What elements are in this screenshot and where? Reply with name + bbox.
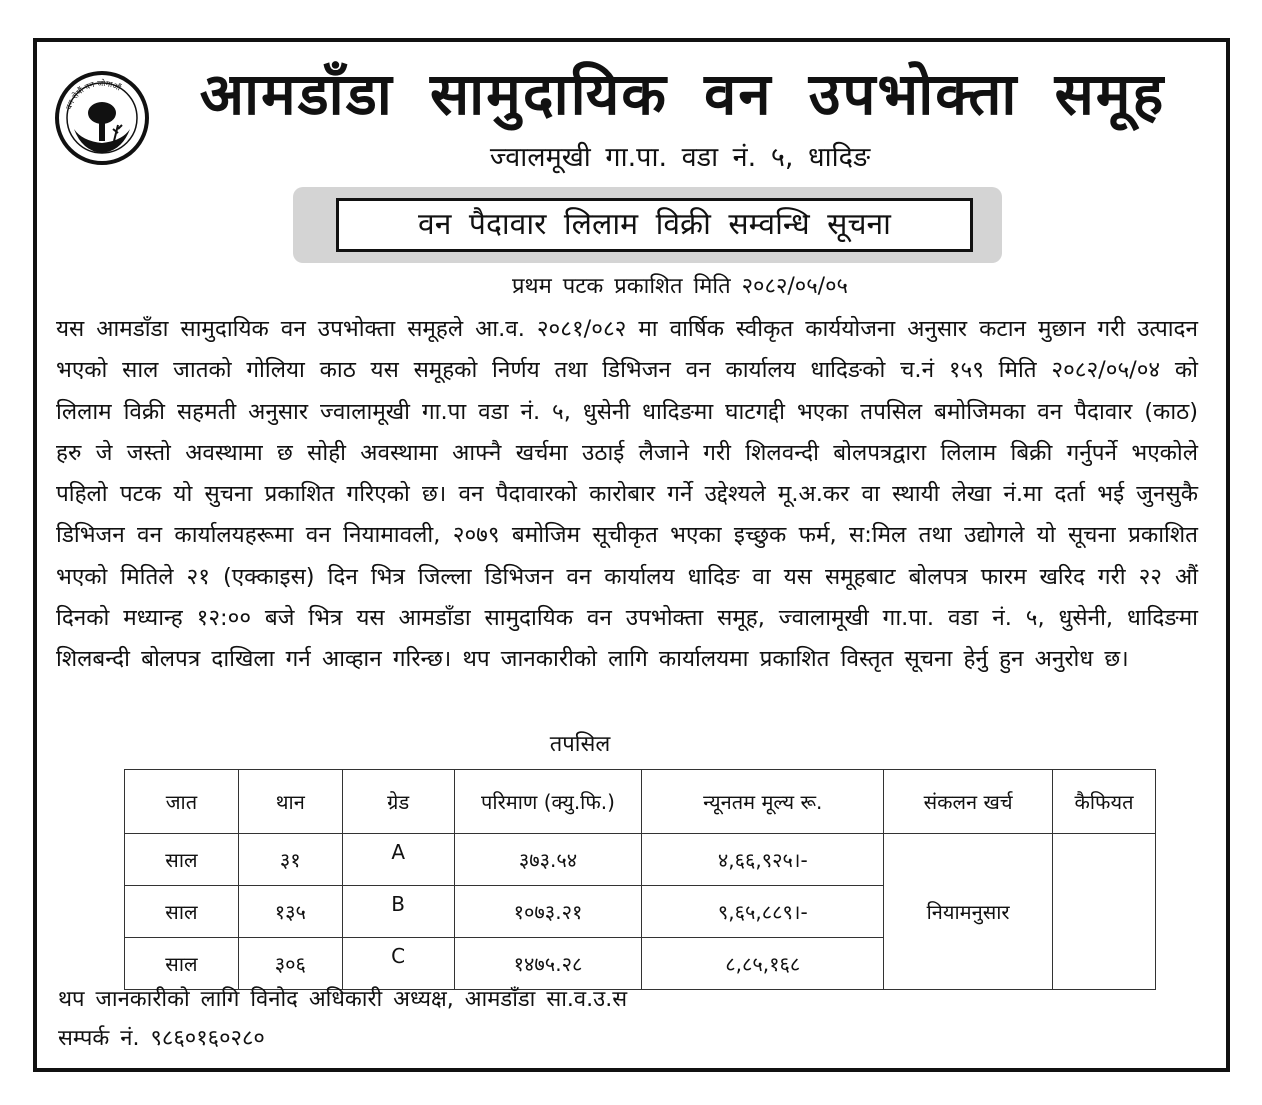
header-species: जात	[125, 770, 239, 834]
header-pieces: थान	[238, 770, 342, 834]
header-quantity: परिमाण (क्यु.फि.)	[454, 770, 642, 834]
header-collection-cost: संकलन खर्च	[884, 770, 1053, 834]
cell-remarks	[1053, 834, 1156, 990]
table-header-row	[125, 770, 1156, 834]
cell-minimum-price: ९,६५,८८९।-	[642, 886, 884, 938]
cell-grade: A	[342, 834, 454, 886]
cell-species: साल	[125, 938, 239, 990]
contact-phone: सम्पर्क नं. ९८६०१६०२८०	[58, 1026, 265, 1051]
publication-date: प्रथम पटक प्रकाशित मिति २०८२/०५/०५	[512, 274, 848, 299]
cell-species: साल	[125, 886, 239, 938]
cell-minimum-price: ८,८५,१६८	[642, 938, 884, 990]
header-minimum-price: न्यूनतम मूल्य रू.	[642, 770, 884, 834]
cell-quantity: १०७३.२१	[454, 886, 642, 938]
cell-grade: C	[342, 938, 454, 990]
cell-grade: B	[342, 886, 454, 938]
organization-address: ज्वालमूखी गा.पा. वडा नं. ५, धादिङ	[489, 142, 871, 173]
organization-title: आमडाँडा सामुदायिक वन उपभोक्ता समूह	[199, 60, 1166, 128]
logo-text: वन रोपौं वन जोगाऔं	[64, 78, 123, 111]
timber-schedule-table	[124, 769, 1156, 990]
header-grade: ग्रेड	[342, 770, 454, 834]
table-row	[125, 834, 1156, 886]
header-remarks: कैफियत	[1053, 770, 1156, 834]
forest-group-logo	[52, 71, 152, 165]
schedule-heading: तपसिल	[549, 732, 611, 757]
cell-quantity: ३७३.५४	[454, 834, 642, 886]
cell-quantity: १४७५.२८	[454, 938, 642, 990]
cell-collection-cost: नियामनुसार	[884, 834, 1053, 990]
cell-pieces: १३५	[238, 886, 342, 938]
notice-title: वन पैदावार लिलाम विक्री सम्वन्धि सूचना	[336, 198, 973, 252]
cell-pieces: ३०६	[238, 938, 342, 990]
contact-person: थप जानकारीको लागि विनोद अधिकारी अध्यक्ष, आमडाँडा सा.व.उ.स	[58, 987, 628, 1012]
cell-species: साल	[125, 834, 239, 886]
cell-pieces: ३१	[238, 834, 342, 886]
notice-body: यस आमडाँडा सामुदायिक वन उपभोक्ता समूहले आ.व. २०८१/०८२ मा वार्षिक स्वीकृत कार्ययोजना अनुसार कटान मुछान गरी उत्पादन भएको साल जातको गोलिया काठ यस समूहको निर्णय तथा डिभिजन वन कार्यालय धादिङको च.नं १५९ मिति २०८२/०५/०४ को लिलाम विक्री सहमती अनुसार ज्वालामूखी गा.पा वडा नं. ५, धुसेनी धादिङमा घाटगद्दी भएका तपसिल बमोजिमका वन पैदावार (काठ) हरु जे जस्तो अवस्थामा छ सोही अवस्थामा आफ्नै खर्चमा उठाई लैजाने गरी शिलवन्दी बोलपत्रद्वारा लिलाम बिक्री गर्नुपर्ने भएकोले पहिलो पटक यो सुचना प्रकाशित गरिएको छ। वन पैदावारको कारोबार गर्ने उद्देश्यले मू.अ.कर वा स्थायी लेखा नं.मा दर्ता भई जुनसुकै डिभिजन वन कार्यालयहरूमा वन नियामावली, २०७९ बमोजिम सूचीकृत भएका इच्छुक फर्म, स:मिल तथा उद्योगले यो सूचना प्रकाशित भएको मितिले २१ (एक्काइस) दिन भित्र जिल्ला डिभिजन वन कार्यालय धादिङ वा यस समूहबाट बोलपत्र फारम खरिद गरी २२ औं दिनको मध्यान्ह १२:०० बजे भित्र यस आमडाँडा सामुदायिक वन उपभोक्ता समूह, ज्वालामूखी गा.पा. वडा नं. ५, धुसेनी, धादिङमा शिलबन्दी बोलपत्र दाखिला गर्न आव्हान गरिन्छ। थप जानकारीको लागि कार्यालयमा प्रकाशित विस्तृत सूचना हेर्नु हुन अनुरोध छ।	[56, 316, 1198, 673]
cell-minimum-price: ४,६६,९२५।-	[642, 834, 884, 886]
